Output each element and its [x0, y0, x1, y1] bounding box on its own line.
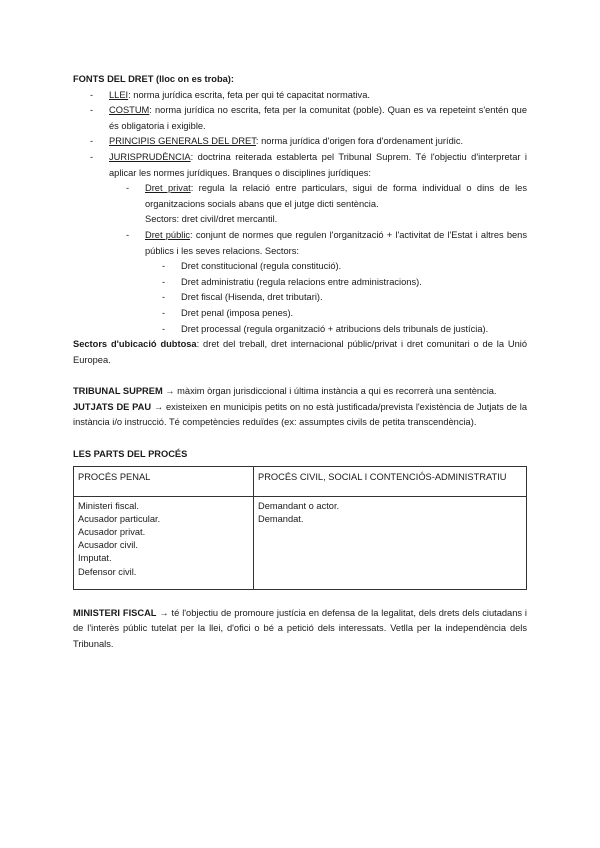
dash-bullet: - [162, 261, 166, 272]
list-item-jurisprudencia [73, 150, 527, 181]
definition-dret-public: : conjunt de normes que regulen l'organització + l'activitat de l'Estat i altres bens públics i les seves relacions. Sectors: [145, 229, 528, 256]
table-header-row [74, 466, 527, 496]
dash-bullet: - [162, 276, 166, 287]
definition-costum: : norma jurídica no escrita, feta per la comunitat (poble). Quan es va repeteint s'entén que és obligatoria i exigible. [109, 105, 527, 131]
list-item-dret-privat [73, 181, 527, 228]
paragraph-tribunal-suprem [73, 384, 527, 400]
spacer [73, 431, 527, 447]
text-dubious: : dret del treball, dret internacional públic/privat i dret comunitari o de la Unió Europea. [73, 339, 527, 365]
label-dubious: Sectors d'ubicació dubtosa [73, 339, 197, 350]
term-dret-public: Dret públic [145, 229, 191, 240]
table-cell-item: Acusador privat. [78, 527, 146, 538]
definition-dret-privat: : regula la relació entre particulars, sigui de forma individual o dins de les organitzacions socials abans que el jutge dicti sentència. [145, 183, 527, 209]
table-cell-item: Demandant o actor. [258, 500, 340, 511]
list-item-sector [73, 259, 527, 275]
table-cell-item: Acusador civil. [78, 540, 138, 551]
dash-bullet: - [126, 229, 130, 240]
section-title-fonts: FONTS DEL DRET (lloc on es troba): [73, 74, 234, 84]
cell-civil-parts [254, 496, 527, 589]
table-cell-item: Acusador particular. [78, 513, 161, 524]
term-costum: COSTUM [109, 105, 150, 116]
dash-bullet: - [90, 151, 94, 162]
header-proces-penal: PROCÉS PENAL [74, 466, 254, 496]
dash-bullet: - [162, 292, 166, 303]
sector-text: Dret administratiu (regula relacions entre administracions). [181, 276, 422, 287]
table-cell-item: Defensor civil. [78, 566, 137, 577]
table-cell-item: Demandat. [258, 513, 304, 524]
spacer [73, 590, 527, 606]
cell-penal-parts [74, 496, 254, 589]
sectors-dret-privat: Sectors: dret civil/dret mercantil. [145, 214, 278, 225]
list-item-dret-public [73, 228, 527, 259]
text-jutjats: → existeixen en municipis petits on no està justificada/prevista l'existència de Jutjats de la instància i/o instrucció. Té competències reduïdes (ex: assumptes civils de petita transcendència). [73, 401, 527, 428]
paragraph-dubious-sectors [73, 337, 527, 368]
dash-bullet: - [90, 89, 94, 100]
list-item-llei [73, 88, 527, 104]
term-principis: PRINCIPIS GENERALS DEL DRET [109, 136, 256, 147]
definition-llei: : norma jurídica escrita, feta per qui té capacitat normativa. [128, 89, 370, 100]
term-llei: LLEI [109, 89, 129, 100]
table-cell-item: Imputat. [78, 553, 112, 564]
text-ministeri: → té l'objectiu de promoure justícia en defensa de la legalitat, dels drets dels ciutadans i de l'interès públic tutelat per la llei, d'ofici o bé a petició dels interessats. Vetlla per la independència dels Tribunals. [73, 607, 527, 649]
text-tribunal: → màxim òrgan jurisdiccional i última instància a qui es recorrerà una sentència. [162, 386, 497, 397]
section-title-parts: LES PARTS DEL PROCÉS [73, 449, 188, 460]
term-dret-privat: Dret privat [145, 183, 191, 194]
label-ministeri: MINISTERI FISCAL [73, 607, 157, 618]
table-cell-item: Ministeri fiscal. [78, 500, 139, 511]
sector-text: Dret penal (imposa penes). [181, 307, 294, 318]
document-page [73, 72, 527, 652]
list-item-sector [73, 290, 527, 306]
label-jutjats: JUTJATS DE PAU [73, 401, 152, 412]
dash-bullet: - [162, 323, 166, 334]
paragraph-jutjats-de-pau [73, 400, 527, 431]
dash-bullet: - [162, 307, 166, 318]
definition-principis: : norma jurídica d'origen fora d'ordenament jurídic. [255, 136, 464, 147]
list-item-sector [73, 322, 527, 338]
dash-bullet: - [126, 183, 130, 194]
paragraph-ministeri-fiscal [73, 606, 527, 653]
sector-text: Dret constitucional (regula constitució). [181, 261, 342, 272]
list-item-costum [73, 103, 527, 134]
dash-bullet: - [90, 105, 94, 116]
sector-text: Dret processal (regula organització + atribucions dels tribunals de justícia). [181, 323, 489, 334]
dash-bullet: - [90, 136, 94, 147]
list-item-principis [73, 134, 527, 150]
header-proces-civil: PROCÉS CIVIL, SOCIAL I CONTENCIÓS-ADMINISTRATIU [254, 466, 527, 496]
table-row [74, 496, 527, 589]
sector-text: Dret fiscal (Hisenda, dret tributari). [181, 292, 323, 303]
parts-table [73, 466, 527, 590]
term-jurisprudencia: JURISPRUDÈNCIA [109, 151, 191, 162]
list-item-sector [73, 275, 527, 291]
label-tribunal: TRIBUNAL SUPREM [73, 386, 163, 397]
definition-jurisprudencia: : doctrina reiterada establerta pel Tribunal Suprem. Té l'objectiu d'interpretar i aplicar les normes jurídiques. Branques o disciplines jurídiques: [109, 151, 527, 178]
spacer [73, 368, 527, 384]
list-item-sector [73, 306, 527, 322]
